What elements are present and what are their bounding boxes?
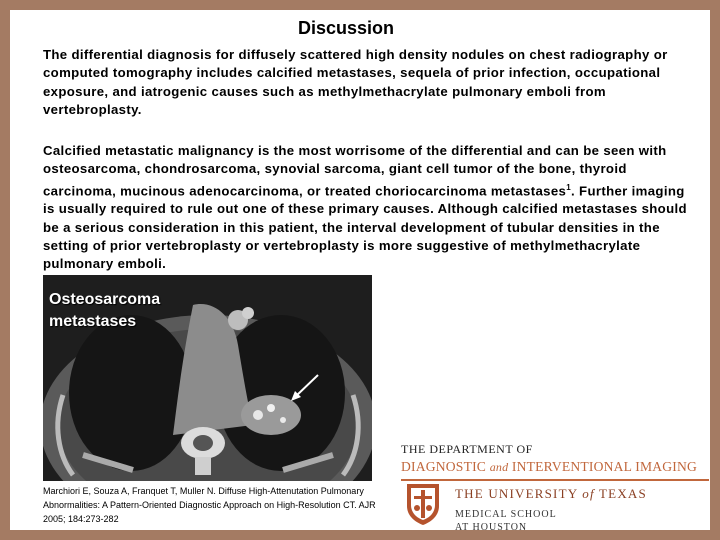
university-name [455,486,647,502]
slide [10,10,710,533]
paragraph-text-part1: Calcified metastatic malignancy is the most worrisome of the differential and can be seen with osteosarcoma, chondrosarcoma, synovial sarcoma, giant cell tumor of the bone, thyroid carcinoma, mucinous adenocarcinoma, or treated choriocarcinoma metastases [43,143,667,198]
image-label [49,289,160,333]
reference-superscript: 1 [566,182,572,192]
paragraph-text-part2: . Further imaging is usually required to rule out one of these primary causes. Although calcified metastases should be a serious consideration in this patient, the interval development of tubular densities in the setting of prior vertebroplasty or vertebroplasty is more suggestive of methylmethacrylate pulmonary emboli. [43,182,687,272]
university-subtitle [455,508,557,534]
university-texas: TEXAS [599,486,647,501]
department-line1: THE DEPARTMENT OF [401,442,533,456]
department-imaging: INTERVENTIONAL IMAGING [511,459,698,474]
department-line2 [401,459,709,475]
department-and: and [489,460,509,474]
ct-scan-image [43,275,372,481]
image-label-line1: Osteosarcoma [49,291,161,308]
paragraph-calcified-metastases [43,142,693,273]
department-diagnostic: DIAGNOSTIC [401,459,487,474]
medical-school: MEDICAL SCHOOL [455,509,557,520]
image-label-line2: metastases [49,313,137,330]
department-logo [401,442,709,481]
university-seal-icon [403,482,443,526]
university-logo [401,482,711,533]
slide-title: Discussion [297,18,395,38]
citation: Marchiori E, Souza A, Franquet T, Muller N. Diffuse High-Attenutation Pulmonary Abnormalities: A Pattern-Oriented Diagnostic Approach on High-Resolution CT. AJR 2005; 184:273-282 [43,486,376,524]
department-rule [401,479,709,481]
paragraph-differential: The differential diagnosis for diffusely scattered high density nodules on chest radiography or computed tomography includes calcified metastases, sequela of prior infection, occupational exposure, and iatrogenic causes such as methylmethacrylate pulmonary emboli from vertebroplasty. [43,47,668,117]
at-houston: AT HOUSTON [455,522,528,533]
university-of: of [582,486,595,501]
university-name-a: THE UNIVERSITY [455,486,578,501]
